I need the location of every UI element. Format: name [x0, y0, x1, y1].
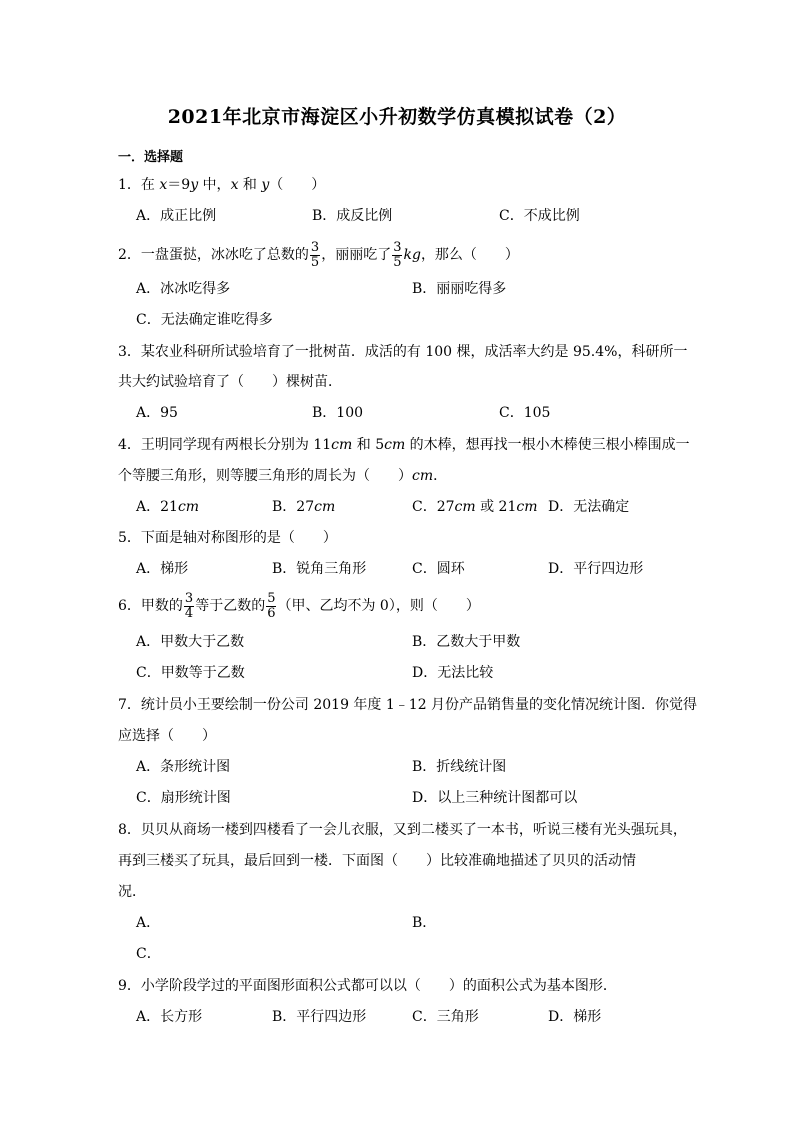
q4-option-a[interactable]: A．21cm	[136, 499, 200, 515]
q2-option-b[interactable]: B．丽丽吃得多	[412, 281, 507, 297]
question-7-line-1: 7．统计员小王要绘制一份公司 2019 年度 1﹣12 月份产品销售量的变化情况统计图．你觉得	[118, 697, 698, 713]
question-4-line-2: 个等腰三角形，则等腰三角形的周长为（ ）cm．	[118, 468, 448, 484]
q6-option-c[interactable]: C．甲数等于乙数	[136, 665, 245, 681]
fraction: $\frac{3}{4}$	[184, 590, 194, 621]
question-5: 5．下面是轴对称图形的是（ ）	[118, 530, 337, 546]
q8-option-c[interactable]: C．	[136, 946, 161, 962]
q2-option-a[interactable]: A．冰冰吃得多	[136, 281, 231, 297]
q9-option-b[interactable]: B．平行四边形	[272, 1009, 367, 1025]
q2-option-c[interactable]: C．无法确定谁吃得多	[136, 312, 273, 328]
q3-option-c[interactable]: C．105	[499, 405, 551, 421]
q3-option-a[interactable]: A．95	[136, 405, 178, 421]
fraction: $\frac{3}{5}$	[393, 239, 402, 270]
question-6: 6．甲数的 $\frac{3}{4}$ 等于乙数的 $\frac{5}{6}$ （甲、乙均不为 0），则（ ）	[118, 590, 480, 621]
section-heading: 一．选择题	[118, 150, 184, 165]
q9-option-c[interactable]: C．三角形	[412, 1009, 479, 1025]
q6-option-d[interactable]: D．无法比较	[412, 665, 494, 681]
q9-option-a[interactable]: A．长方形	[136, 1009, 203, 1025]
q6-option-a[interactable]: A．甲数大于乙数	[136, 634, 245, 650]
fraction: $\frac{3}{5}$	[310, 239, 320, 270]
q8-option-b[interactable]: B．	[412, 915, 437, 931]
question-8-line-2: 再到三楼买了玩具，最后回到一楼．下面图（ ）比较准确地描述了贝贝的活动情	[118, 853, 636, 869]
q4-option-b[interactable]: B．27cm	[272, 499, 336, 515]
q5-option-a[interactable]: A．梯形	[136, 561, 189, 577]
question-3-line-2: 共大约试验培育了（ ）棵树苗．	[118, 374, 342, 390]
q1-option-a[interactable]: A．成正比例	[136, 208, 217, 224]
question-9: 9．小学阶段学过的平面图形面积公式都可以以（ ）的面积公式为基本图形．	[118, 978, 617, 994]
q7-option-c[interactable]: C．扇形统计图	[136, 790, 231, 806]
q1-option-b[interactable]: B．成反比例	[312, 208, 393, 224]
q5-option-b[interactable]: B．锐角三角形	[272, 561, 367, 577]
question-4-line-1: 4．王明同学现有两根长分别为 11cm 和 5cm 的木棒，想再找一根小木棒使三根小棒围成一	[118, 437, 690, 453]
q7-option-a[interactable]: A．条形统计图	[136, 759, 231, 775]
q3-option-b[interactable]: B．100	[312, 405, 364, 421]
q9-option-d[interactable]: D．梯形	[548, 1009, 602, 1025]
q7-option-b[interactable]: B．折线统计图	[412, 759, 507, 775]
page-title: 2021年北京市海淀区小升初数学仿真模拟试卷（2）	[167, 106, 627, 128]
q5-option-d[interactable]: D．平行四边形	[548, 561, 644, 577]
q1-option-c[interactable]: C．不成比例	[499, 208, 580, 224]
q7-option-d[interactable]: D．以上三种统计图都可以	[412, 790, 578, 806]
q4-option-d[interactable]: D．无法确定	[548, 499, 630, 515]
question-8-line-1: 8．贝贝从商场一楼到四楼看了一会儿衣服，又到二楼买了一本书，听说三楼有光头强玩具，	[118, 822, 687, 838]
q8-option-a[interactable]: A．	[136, 915, 161, 931]
fraction: $\frac{5}{6}$	[267, 590, 276, 621]
q6-option-b[interactable]: B．乙数大于甲数	[412, 634, 521, 650]
q4-option-c[interactable]: C．27cm 或 21cm	[412, 499, 538, 515]
question-1: 1．在 x＝9y 中，x 和 y（ ）	[118, 177, 326, 193]
question-8-line-3: 况．	[118, 884, 146, 900]
question-3-line-1: 3．某农业科研所试验培育了一批树苗．成活的有 100 棵，成活率大约是 95.4%，科研所一	[118, 344, 688, 360]
question-2: 2．一盘蛋挞，冰冰吃了总数的 $\frac{3}{5}$ ，丽丽吃了 $\frac{3}{5}$ kg，那么（ ）	[118, 239, 519, 270]
q5-option-c[interactable]: C．圆环	[412, 561, 465, 577]
question-7-line-2: 应选择（ ）	[118, 728, 216, 744]
